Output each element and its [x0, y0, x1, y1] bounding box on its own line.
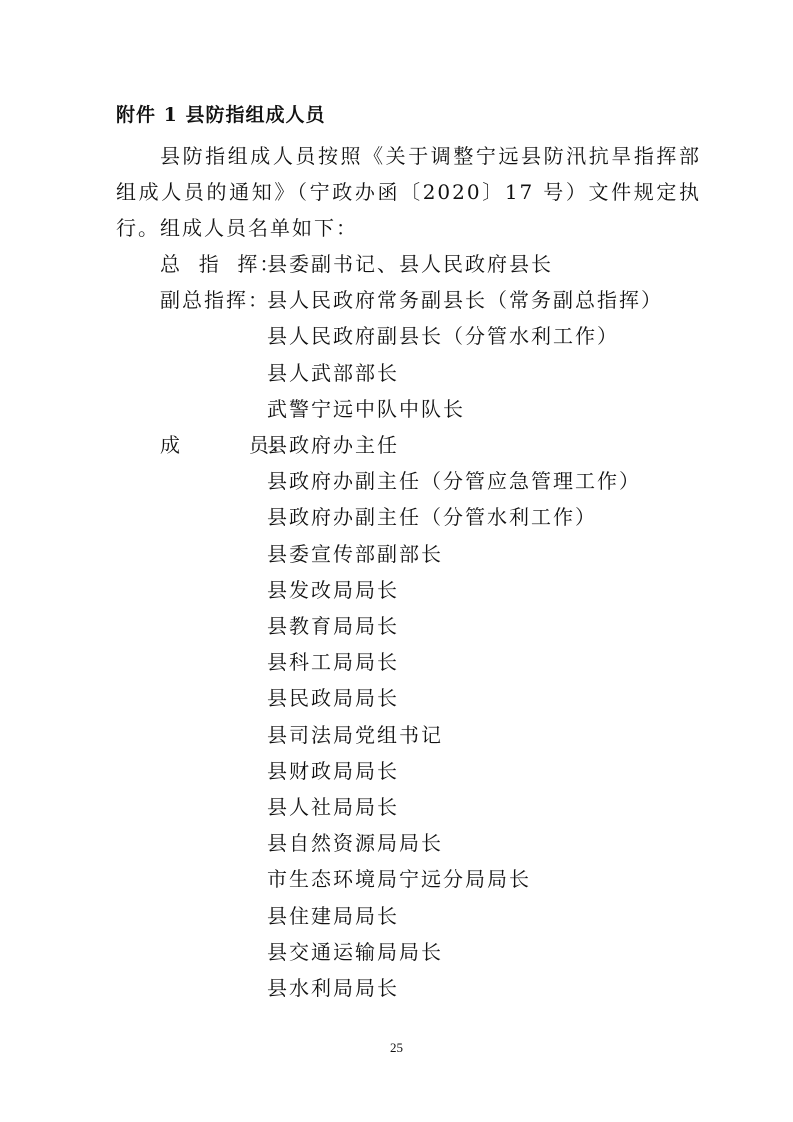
roster-member: 县司法局党组书记: [267, 722, 443, 747]
roster-member: 县自然资源局局长: [267, 831, 443, 856]
roster-member: 市生态环境局宁远分局局长: [267, 867, 531, 892]
roster-role: 成 员：: [160, 433, 293, 457]
roster-member: 武警宁远中队中队长: [267, 396, 465, 421]
roster-member: 县人社局局长: [267, 795, 399, 819]
roster-member: 县人民政府副县长（分管水利工作）: [267, 324, 619, 349]
roster-role: 副总指挥：: [160, 288, 270, 313]
roster-member: 县水利局局长: [267, 976, 399, 1000]
roster-member: 县交通运输局局长: [267, 939, 443, 964]
roster-member: 县政府办副主任（分管水利工作）: [267, 505, 597, 530]
page-number: 25: [390, 1040, 403, 1055]
roster-member: 县政府办主任: [267, 433, 399, 457]
attachment-heading: 附件 1 县防指组成人员: [116, 104, 326, 126]
roster-member: 县住建局局长: [267, 903, 399, 928]
roster-role: 总 指 挥：: [160, 252, 282, 276]
roster-member: 县委宣传部副部长: [267, 541, 443, 566]
intro-paragraph: 县防指组成人员按照《关于调整宁远县防汛抗旱指挥部组成人员的通知》（宁政办函〔2020〕17 号）文件规定执行。组成人员名单如下：: [116, 144, 701, 240]
roster-member: 县政府办副主任（分管应急管理工作）: [267, 469, 641, 494]
roster-member: 县民政局局长: [267, 686, 399, 711]
roster-member: 县科工局局长: [267, 650, 399, 675]
roster-member: 县财政局局长: [267, 758, 399, 783]
roster-member: 县委副书记、县人民政府县长: [267, 252, 553, 276]
roster-member: 县发改局局长: [267, 577, 399, 602]
roster-member: 县人武部部长: [267, 360, 399, 385]
roster-member: 县人民政府常务副县长（常务副总指挥）: [267, 288, 663, 313]
roster-member: 县教育局局长: [267, 614, 399, 638]
